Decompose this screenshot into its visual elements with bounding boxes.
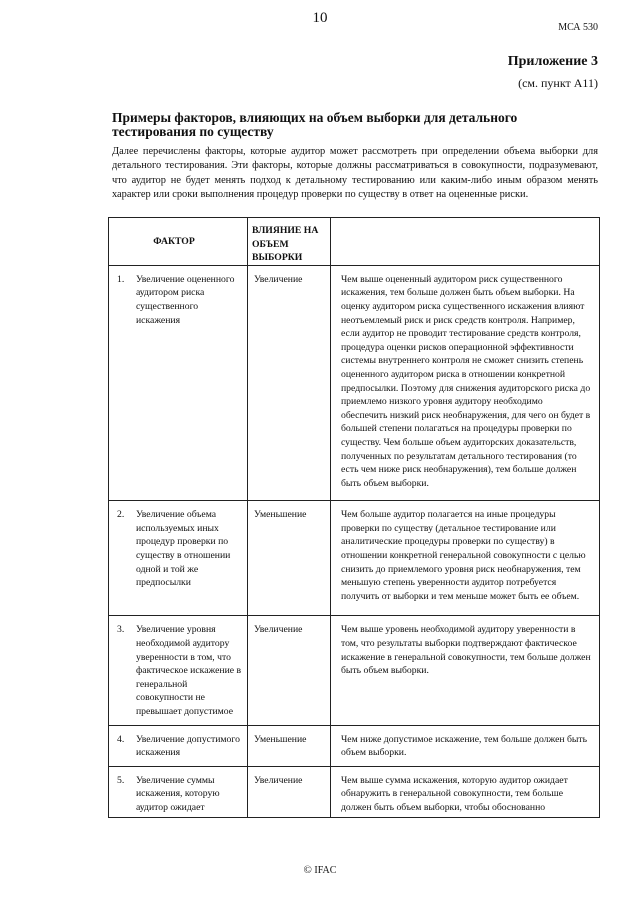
effect-cell xyxy=(248,265,331,501)
factor-text: Увеличение суммы искажения, которую аудитор ожидает xyxy=(136,774,220,813)
header-description xyxy=(331,218,600,266)
effect-text: Уменьшение xyxy=(254,509,307,521)
standard-code: МСА 530 xyxy=(558,22,598,33)
description-text: Чем выше оцененный аудитором риск существенного искажения, тем больше должен быть объем выборки. На оценку аудитором риска существенного искажения влияют неотъемлемый риск и риск средств контроля. Например, если аудитор не проводит тестирование средств контроля, процедура оценки рисков операционной эффективности системы внутреннего контроля не сможет снизить степень оцененного аудитором риска в отношении конкретной предпосылки. Поэтому для снижения аудиторского риска до приемлемо низкого уровня аудитору необходимо обеспечить низкий риск необнаружения, для чего он будет в большей степени полагаться на процедуры проверки по существу. Чем больше объем аудиторских доказательств, полученных по результатам детального тестирования (то есть чем ниже риск необнаружения), тем больше должен быть объем выборки. xyxy=(341,273,591,489)
description-cell xyxy=(331,766,600,817)
effect-text: Увеличение xyxy=(254,273,303,285)
description-text: Чем больше аудитор полагается на иные процедуры проверки по существу (детальное тестирование или аналитические процедуры проверки по существу) в отношении конкретной генеральной совокупности с целью снизить до приемлемого уровня риск необнаружения, тем меньшую степень уверенности аудитор потребуется получить от выборки и тем меньше может быть ее объем. xyxy=(341,509,586,602)
section-heading: Примеры факторов, влияющих на объем выборки для детального тестирования по существу xyxy=(112,110,518,139)
factor-text: Увеличение объема используемых иных процедур проверки по существу в отношении одной и той же предпосылки xyxy=(136,509,231,589)
header-factor: ФАКТОР xyxy=(109,218,248,266)
page-number: 10 xyxy=(312,10,328,26)
factor-cell xyxy=(109,725,248,766)
copyright-symbol: © xyxy=(303,864,312,876)
row-number: 2. xyxy=(117,509,125,521)
table-row xyxy=(109,766,600,817)
table-header-row xyxy=(109,218,600,266)
table-row xyxy=(109,265,600,501)
header-effect: ВЛИЯНИЕ НА ОБЪЕМ ВЫБОРКИ xyxy=(248,218,331,266)
table-row xyxy=(109,725,600,766)
factor-cell xyxy=(109,501,248,616)
appendix-reference: (см. пункт A11) xyxy=(518,76,598,90)
description-cell xyxy=(331,725,600,766)
appendix-title: Приложение 3 xyxy=(507,54,598,69)
effect-cell xyxy=(248,616,331,725)
footer-org: IFAC xyxy=(314,865,337,876)
description-cell xyxy=(331,501,600,616)
intro-paragraph: Далее перечислены факторы, которые аудитор может рассмотреть при определении объема выборки для детального тестирования. Эти факторы, которые должны рассматриваться в совокупности, подразумевают, что аудитор не будет менять подход к детальному тестированию или каким-либо иным образом менять характер или сроки выполнения процедур проверки по существу в ответ на оцененные риски. xyxy=(112,146,598,200)
effect-cell xyxy=(248,725,331,766)
description-text: Чем ниже допустимое искажение, тем больше должен быть объем выборки. xyxy=(341,733,588,759)
factor-cell xyxy=(109,766,248,817)
description-cell xyxy=(331,265,600,501)
factor-cell xyxy=(109,616,248,725)
factor-text: Увеличение оцененного аудитором риска существенного искажения xyxy=(136,273,235,326)
description-text: Чем выше сумма искажения, которую аудитор ожидает обнаружить в генеральной совокупности, тем больше должен быть объем выборки, чтобы обоснованно xyxy=(341,774,568,813)
row-number: 5. xyxy=(117,774,125,786)
effect-cell xyxy=(248,766,331,817)
factor-text: Увеличение уровня необходимой аудитору уверенности в том, что фактическое искажение в генеральной совокупности не превышает допустимое xyxy=(136,624,242,717)
description-cell xyxy=(331,616,600,725)
effect-text: Увеличение xyxy=(254,624,303,636)
description-text: Чем выше уровень необходимой аудитору уверенности в том, что результаты выборки подтверждают фактическое искажение в генеральной совокупности, тем больше должен быть объем выборки. xyxy=(341,624,591,677)
table-row xyxy=(109,616,600,725)
factor-text: Увеличение допустимого искажения xyxy=(136,733,240,759)
row-number: 1. xyxy=(117,273,125,285)
factors-table xyxy=(108,217,600,818)
effect-text: Увеличение xyxy=(254,774,303,786)
effect-cell xyxy=(248,501,331,616)
table-row xyxy=(109,501,600,616)
row-number: 4. xyxy=(117,733,125,745)
factor-cell xyxy=(109,265,248,501)
row-number: 3. xyxy=(117,624,125,636)
page-footer xyxy=(0,864,640,876)
effect-text: Уменьшение xyxy=(254,733,307,745)
